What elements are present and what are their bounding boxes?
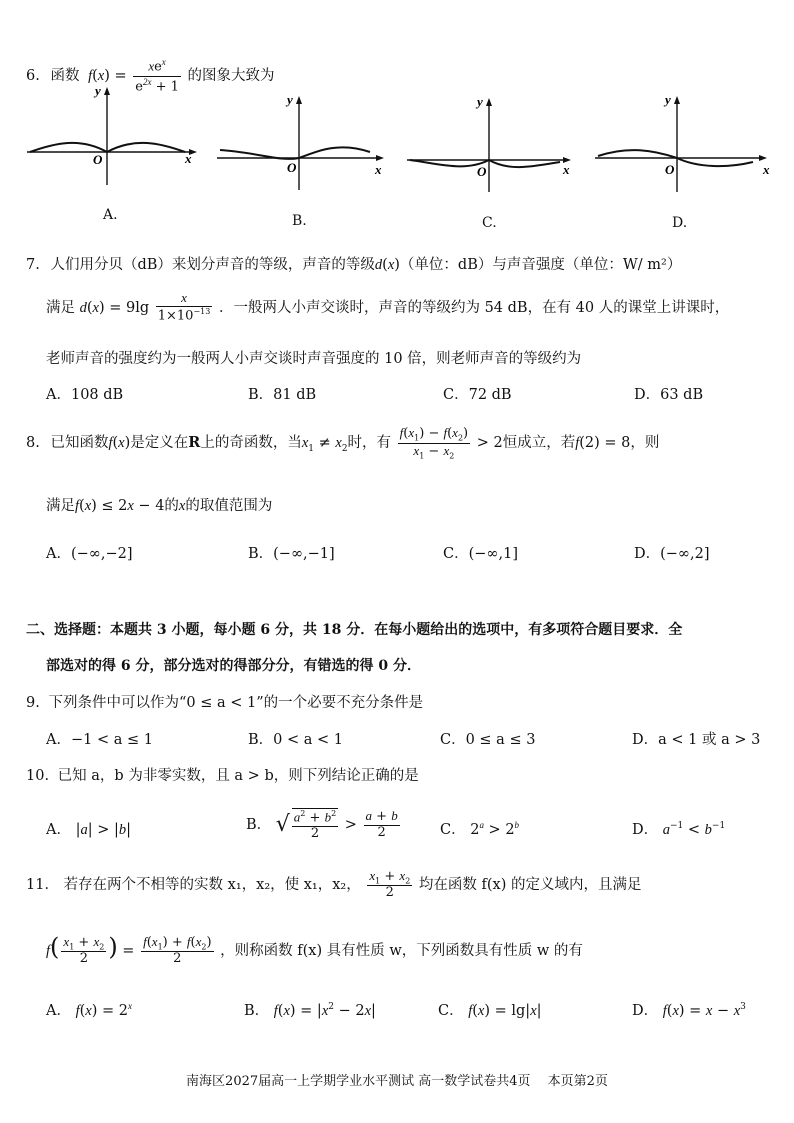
q11-line1b-text: 均在函数 f(x) 的定义域内，且满足 (418, 877, 642, 893)
q10-number: 10. (26, 768, 50, 784)
q11-line2: f( $\frac{x_1 + x_2}{2}$ ) = $\frac{f(x_1) + f(x_2)}{2}$ ，则称函数 f(x) 具有性质 w，下列函数具有性质 w 的有 (46, 933, 583, 967)
q9-option-b: B．0 < a < 1 (248, 732, 343, 748)
q8-line1: 8. 已知函数f(x)是定义在R上的奇函数，当$x_1 \ne x_2$时，有 $\frac{f(x_1) - f(x_2)}{x_1 - x_2}$ > 2恒成立，若f(2) = 8，则 (26, 424, 660, 461)
q11-option-b-label: B． (244, 1003, 270, 1019)
q11-option-a: A． $f(x) = 2^x$ (46, 1001, 132, 1019)
q10-option-c: C． $2^a > 2^b$ (440, 820, 520, 838)
q8-line2: 满足f(x) ≤ 2x − 4的x的取值范围为 (46, 498, 273, 514)
q7-line1b-text: （单位：dB）与声音强度（单位：W/ m²） (399, 257, 682, 273)
q8-text-e: 时，有 (347, 435, 392, 451)
section2-line1: 二、选择题：本题共 3 小题，每小题 6 分，共 18 分．在每小题给出的选项中，有多项符合题目要求．全 (26, 622, 683, 638)
q7-line3: 老师声音的强度约为一般两人小声交谈时声音强度的 10 倍，则老师声音的等级约为 (46, 351, 582, 367)
q6-line: 6. 函数 f(x) = $\frac{xe^x}{e^{2x} + 1}$ 的图象大致为 (26, 57, 275, 94)
q10-option-a-label: A． (46, 822, 71, 838)
q8-text-g: ，则 (630, 435, 660, 451)
q7-option-b: B．81 dB (248, 387, 317, 403)
q9-text: 下列条件中可以作为“0 ≤ a < 1”的一个必要不充分条件是 (48, 695, 424, 711)
q8-option-a: A．(−∞,−2] (46, 546, 133, 562)
q8-text-b: 是定义在 (130, 435, 189, 451)
q7-line2a: 满足 (46, 300, 75, 316)
q6-label-b: B. (292, 213, 307, 229)
q8-text-a: 已知函数 (50, 435, 109, 451)
q10-option-d-label: D． (632, 822, 659, 838)
svg-text:O: O (477, 164, 487, 179)
svg-text:x: x (185, 151, 192, 166)
svg-text:y: y (665, 92, 671, 107)
q11-line1: 11． 若存在两个不相等的实数 x₁，x₂，使 x₁，x₂， $\frac{x_1 + x_2}{2}$ 均在函数 f(x) 的定义域内，且满足 (26, 867, 642, 901)
q10-option-b: B． √ $\frac{a^2 + b^2}{2}$ > $\frac{a + b}{2}$ (246, 808, 398, 842)
q6-label-d: D. (672, 215, 688, 231)
q11-line2-text: ，则称函数 f(x) 具有性质 w，下列函数具有性质 w 的有 (220, 943, 583, 959)
q6-graph-a (25, 85, 205, 190)
q11-option-c-label: C． (438, 1003, 464, 1019)
svg-text:x: x (563, 162, 570, 177)
q11-option-a-label: A． (46, 1003, 71, 1019)
q8-line2-a: 满足 (46, 498, 75, 514)
svg-text:y: y (95, 85, 101, 98)
svg-text:x: x (375, 162, 382, 177)
q11-option-c: C． f(x) = lg|x| (438, 1003, 542, 1019)
svg-text:y: y (477, 94, 483, 109)
q10-option-a: A． |a| > |b| (46, 822, 132, 838)
q10-option-d: D． $a^{-1} < b^{-1}$ (632, 821, 726, 838)
svg-text:x: x (763, 162, 770, 177)
section2-line2: 部选对的得 6 分，部分选对的得部分分，有错选的得 0 分． (46, 658, 421, 674)
q10-option-c-label: C． (440, 822, 466, 838)
q11-line1-text: 若存在两个不相等的实数 x₁，x₂，使 x₁，x₂， (63, 877, 361, 893)
q10-text: 已知 a，b 为非零实数，且 a > b，则下列结论正确的是 (57, 768, 419, 784)
page-footer: 南海区2027届高一上学期学业水平测试 高一数学试卷共4页 本页第2页 (186, 1074, 608, 1089)
q8-option-c: C．(−∞,1] (443, 546, 518, 562)
q8-option-d: D．(−∞,2] (634, 546, 710, 562)
q9-option-a: A．−1 < a ≤ 1 (46, 732, 153, 748)
q6-number: 6. (26, 68, 40, 84)
q8-text-d: 上的奇函数，当 (200, 435, 302, 451)
svg-text:O: O (93, 152, 103, 167)
q9-number: 9. (26, 695, 40, 711)
q6-graph-b (215, 90, 395, 195)
q8-text-c: R (188, 434, 201, 451)
q7-line1-text: 人们用分贝（dB）来划分声音的等级，声音的等级 (50, 257, 375, 273)
q10-line (26, 764, 419, 785)
q8-line2-c: 的取值范围为 (185, 498, 273, 514)
q6-label-a: A. (103, 207, 118, 223)
q6-prefix: 函数 (50, 68, 80, 84)
q7-option-c: C．72 dB (443, 387, 512, 403)
q7-number: 7. (26, 257, 40, 273)
q8-number: 8. (26, 435, 40, 451)
q11-option-d: D． $f(x) = x - x^3$ (632, 1002, 746, 1019)
q7-option-a: A．108 dB (46, 387, 124, 403)
q7-option-d: D．63 dB (634, 387, 704, 403)
q11-number: 11． (26, 877, 59, 893)
svg-text:y: y (287, 92, 293, 107)
q8-text-f: 恒成立，若 (502, 435, 576, 451)
q7-line2: 满足 d(x) = 9lg $\frac{x}{1\times 10^{-13}}$ ．一般两人小声交谈时，声音的等级约为 54 dB，在有 40 人的课堂上讲课时， (46, 290, 730, 324)
q9-option-d: D．a < 1 或 a > 3 (632, 732, 761, 748)
q10-option-b-label: B． (246, 817, 272, 833)
q6-formula-fraction: $\frac{xe^x}{e^{2x} + 1}$ (135, 57, 179, 94)
q7-line2b: ．一般两人小声交谈时，声音的等级约为 54 dB，在有 40 人的课堂上讲课时， (218, 300, 730, 316)
q11-option-d-label: D． (632, 1003, 659, 1019)
q6-label-c: C. (482, 215, 497, 231)
q7-line1: 7. 人们用分贝（dB）来划分声音的等级，声音的等级d(x)（单位：dB）与声音强度（单位：W/ m²） (26, 257, 682, 273)
svg-text:O: O (287, 160, 297, 175)
q8-line2-b: 的 (164, 498, 179, 514)
q6-graph-d (593, 92, 783, 197)
q6-formula-lhs: f (88, 68, 93, 84)
q6-graph-c (405, 92, 585, 197)
svg-text:O: O (665, 162, 675, 177)
q11-option-b: B． $f(x) = |x^2 - 2x|$ (244, 1002, 376, 1019)
q8-option-b: B．(−∞,−1] (248, 546, 335, 562)
q6-suffix: 的图象大致为 (187, 68, 275, 84)
q9-option-c: C．0 ≤ a ≤ 3 (440, 732, 536, 748)
q9-line (26, 691, 423, 712)
